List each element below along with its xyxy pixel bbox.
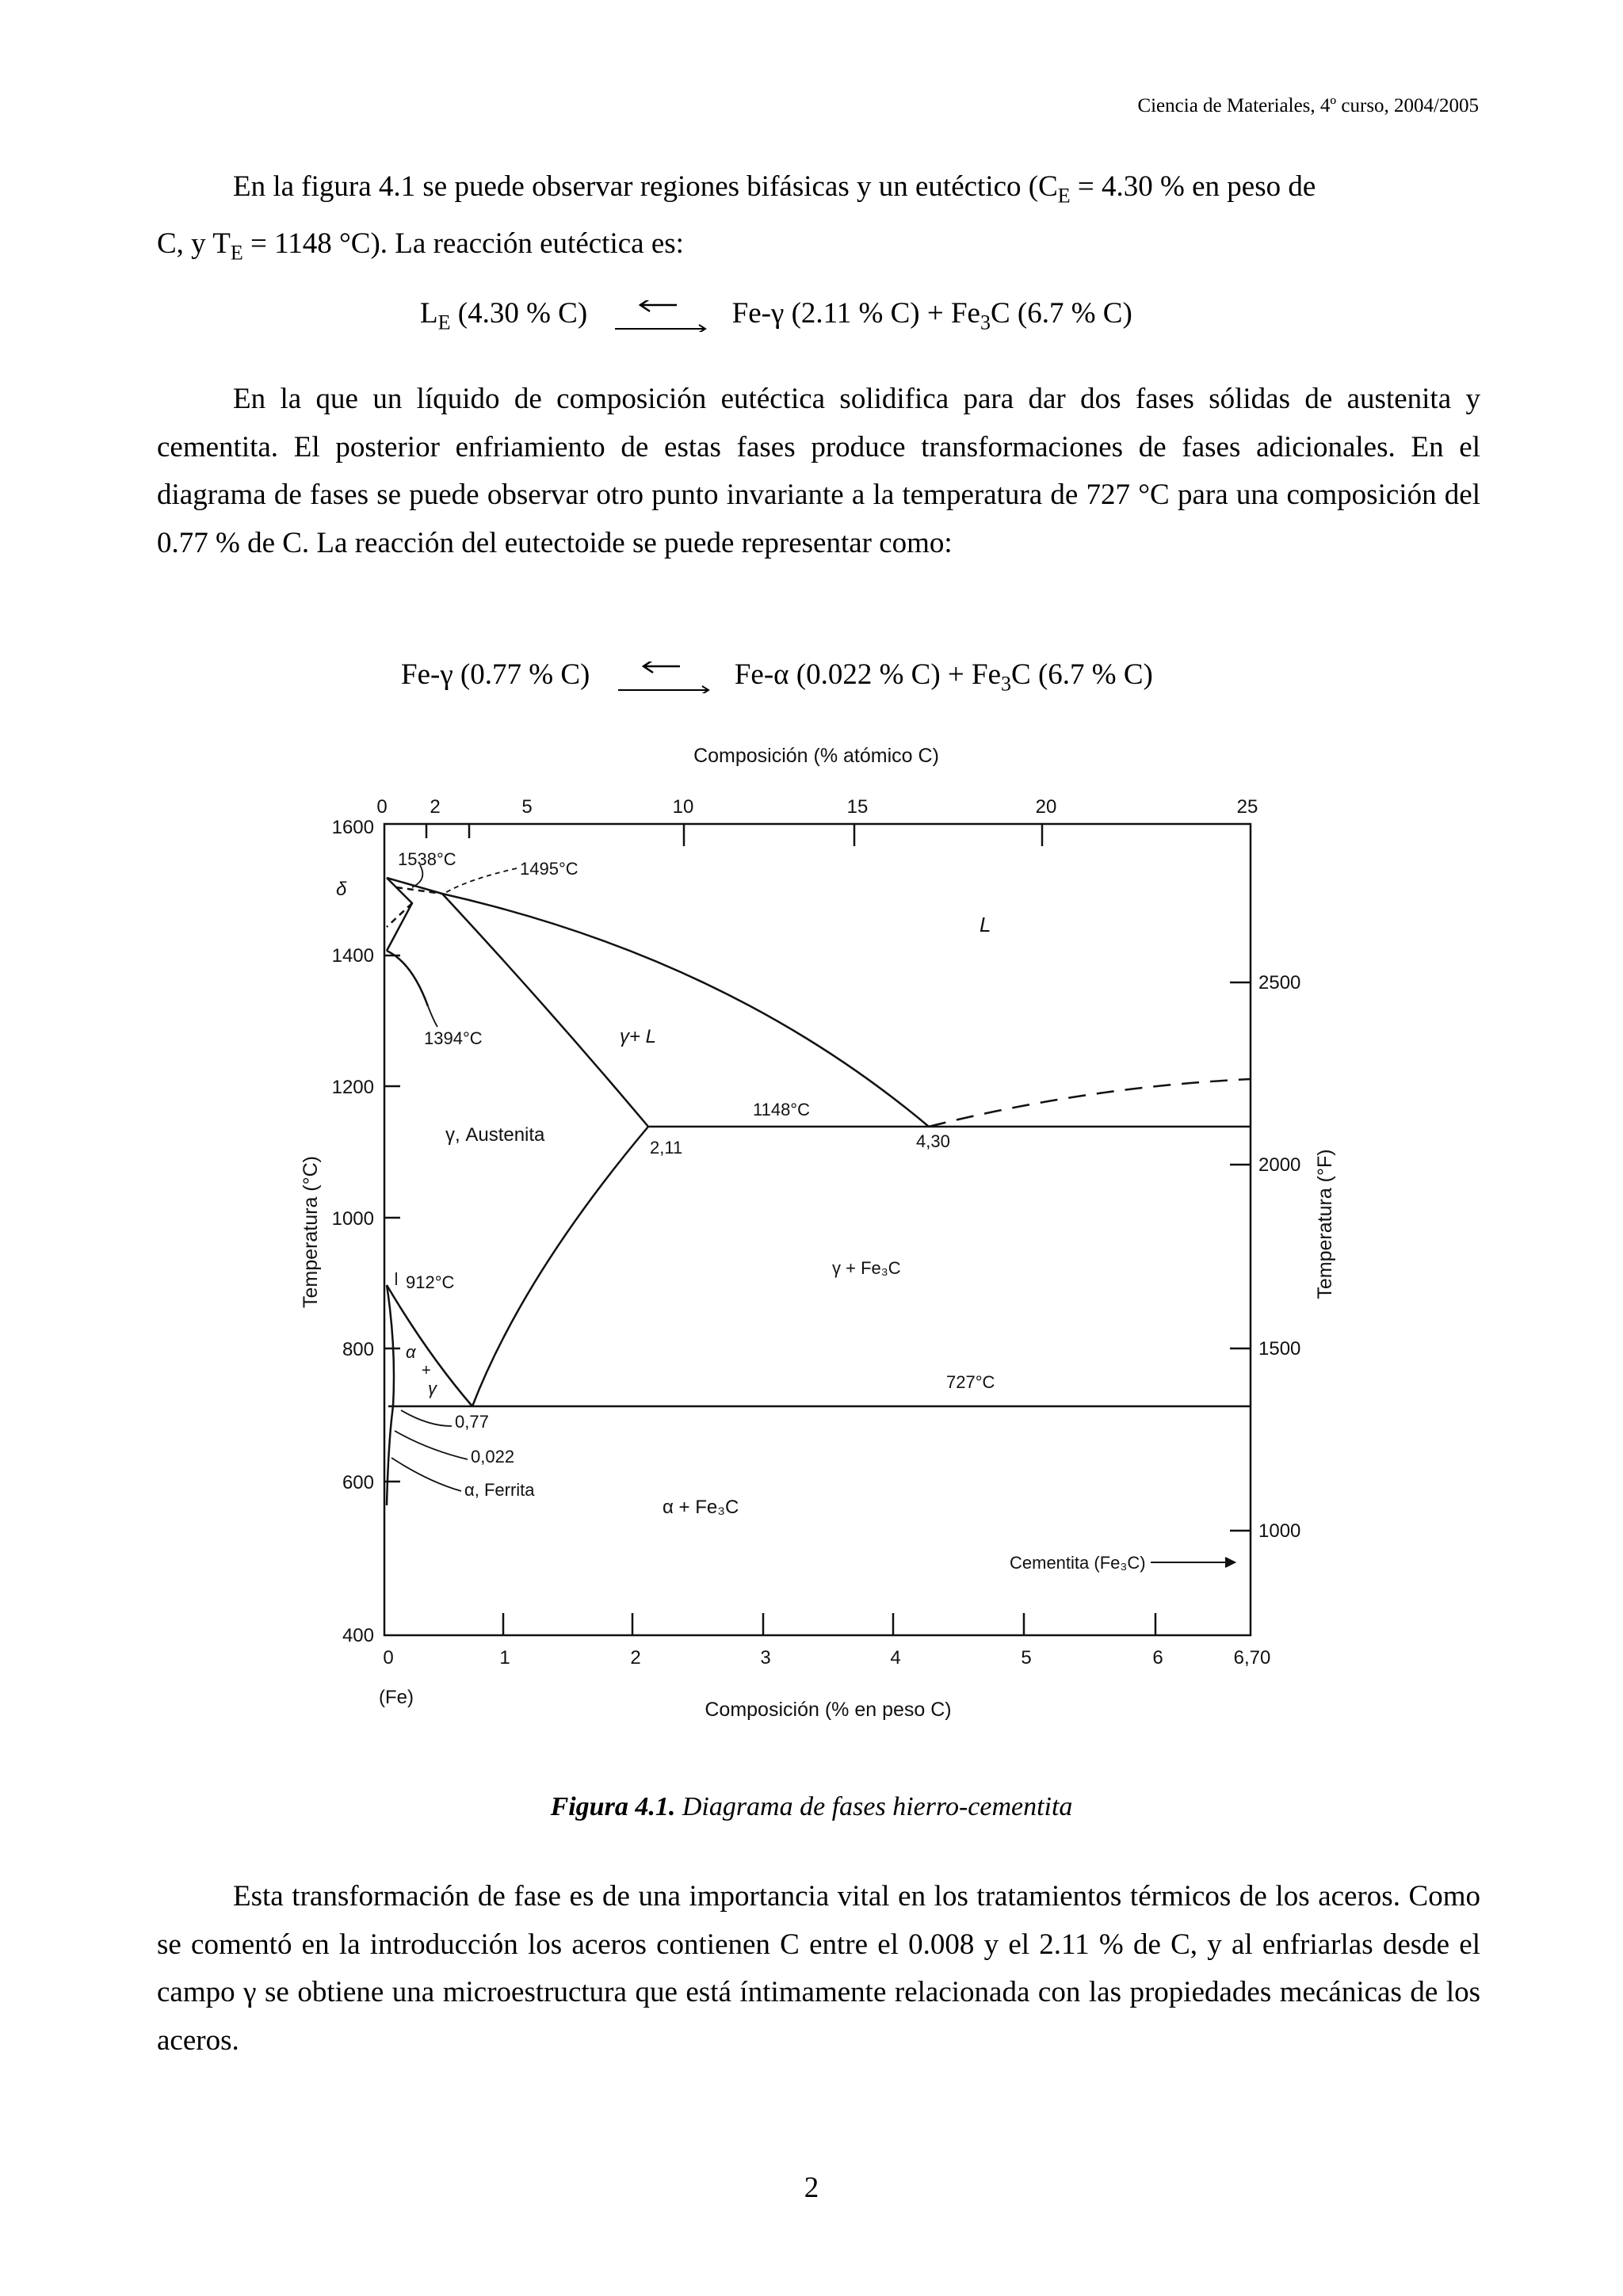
- bottom-tick-label: 3: [760, 1647, 771, 1669]
- left-tick-label: 1000: [331, 1208, 374, 1230]
- top-tick-label: 15: [846, 796, 869, 818]
- label-alpha-gamma-g: γ: [428, 1379, 437, 1398]
- right-tick-label: 2500: [1258, 972, 1301, 994]
- running-header: Ciencia de Materiales, 4º curso, 2004/2005: [1137, 95, 1479, 116]
- label-delta: δ: [336, 879, 347, 900]
- left-tick-label: 1200: [331, 1077, 374, 1098]
- top-tick-label: 25: [1236, 796, 1258, 818]
- paragraph-2: En la que un líquido de composición eutéctica solidifica para dar dos fases sólidas de austenita y cementita. El posterior enfriamiento de estas fases produce transformaciones de fases adicionales. En el diagrama de fases se puede observar otro punto invariante a la temperatura de 727 °C para una composición del 0.77 % de C. La reacción del eutectoide se puede representar como:: [157, 383, 1480, 559]
- left-axis-title: Temperatura (°C): [300, 1156, 322, 1308]
- left-tick-label: 1400: [331, 945, 374, 967]
- label-ferrita: α, Ferrita: [464, 1480, 535, 1500]
- label-alpha-gamma-a: α: [406, 1342, 416, 1362]
- label-alpha-gamma-plus: +: [422, 1362, 431, 1379]
- top-tick-label: 5: [521, 796, 533, 818]
- label-1495: 1495°C: [520, 859, 579, 879]
- right-tick-label: 2000: [1258, 1154, 1301, 1176]
- top-tick-label: 2: [430, 796, 441, 818]
- bottom-tick-label: 0: [383, 1647, 394, 1669]
- bottom-tick-label: 1: [499, 1647, 510, 1669]
- bottom-tick-label: 2: [630, 1647, 641, 1669]
- label-912: 912°C: [406, 1272, 455, 1292]
- label-liquid: L: [980, 913, 991, 936]
- label-1538: 1538°C: [398, 849, 456, 869]
- top-axis-title: Composición (% atómico C): [693, 745, 939, 767]
- eutectoid-equation: Fe-γ (0.77 % C) Fe-α (0.022 % $C) + Fe_3C$ (6.7 % C): [401, 658, 1153, 696]
- label-1394: 1394°C: [424, 1028, 483, 1048]
- label-cementita: Cementita (Fe₃C): [1010, 1553, 1146, 1573]
- top-tick-label: 20: [1035, 796, 1057, 818]
- left-tick-label: 1600: [331, 817, 374, 838]
- label-430: 4,30: [916, 1131, 950, 1151]
- eutectic-equation: $L_E$ (4.30 % C) Fe-γ (2.11 % $C) + Fe_3C$ (6.7 % C): [420, 297, 1132, 334]
- bottom-tick-label: 4: [890, 1647, 901, 1669]
- right-axis-title: Temperatura (°F): [1314, 1149, 1336, 1299]
- figure-caption: Figura 4.1. Diagrama de fases hierro-cementita: [550, 1792, 1073, 1821]
- label-077: 0,77: [455, 1412, 489, 1432]
- paragraph-1: En la figura 4.1 se puede observar regiones bifásicas y un eutéctico ($C_E = 4.30$ % en peso de C, y $T_E = 1148$ °C). La reacción eutéctica es:: [157, 170, 1316, 265]
- bottom-tick-label: 5: [1021, 1647, 1032, 1669]
- left-tick-label: 400: [342, 1625, 374, 1646]
- label-alpha-fe3c: α + Fe₃C: [663, 1497, 739, 1518]
- label-gamma-fe3c: γ + Fe₃C: [832, 1258, 901, 1278]
- label-austenita: γ, Austenita: [445, 1124, 545, 1146]
- right-tick-label: 1500: [1258, 1338, 1301, 1360]
- diagram-frame: [384, 824, 1251, 1635]
- label-1148: 1148°C: [753, 1100, 810, 1119]
- equilibrium-arrow-icon: [612, 662, 713, 693]
- equilibrium-arrow-icon: [609, 300, 710, 332]
- left-tick-label: 800: [342, 1339, 374, 1360]
- page-number: 2: [804, 2172, 819, 2204]
- top-tick-label: 10: [672, 796, 694, 818]
- left-tick-label: 600: [342, 1472, 374, 1493]
- bottom-tick-label: 6,70: [1233, 1647, 1271, 1669]
- label-211: 2,11: [650, 1138, 683, 1158]
- label-gamma-liquid: γ+ L: [620, 1026, 657, 1047]
- bottom-tick-label: 6: [1152, 1647, 1163, 1669]
- paragraph-3: Esta transformación de fase es de una importancia vital en los tratamientos térmicos de los aceros. Como se comentó en la introducción los aceros contienen C entre el 0.008 y el 2.11 % de C, y al enfriarlas desde el campo γ se obtiene una microestructura que está íntimamente relacionada con las propiedades mecánicas de los aceros.: [157, 1880, 1480, 2057]
- label-727: 727°C: [946, 1372, 995, 1392]
- right-tick-label: 1000: [1258, 1520, 1301, 1542]
- label-0022: 0,022: [471, 1447, 515, 1466]
- fe-label: (Fe): [379, 1687, 414, 1708]
- bottom-axis-title: Composición (% en peso C): [705, 1699, 952, 1721]
- top-tick-label: 0: [376, 796, 388, 818]
